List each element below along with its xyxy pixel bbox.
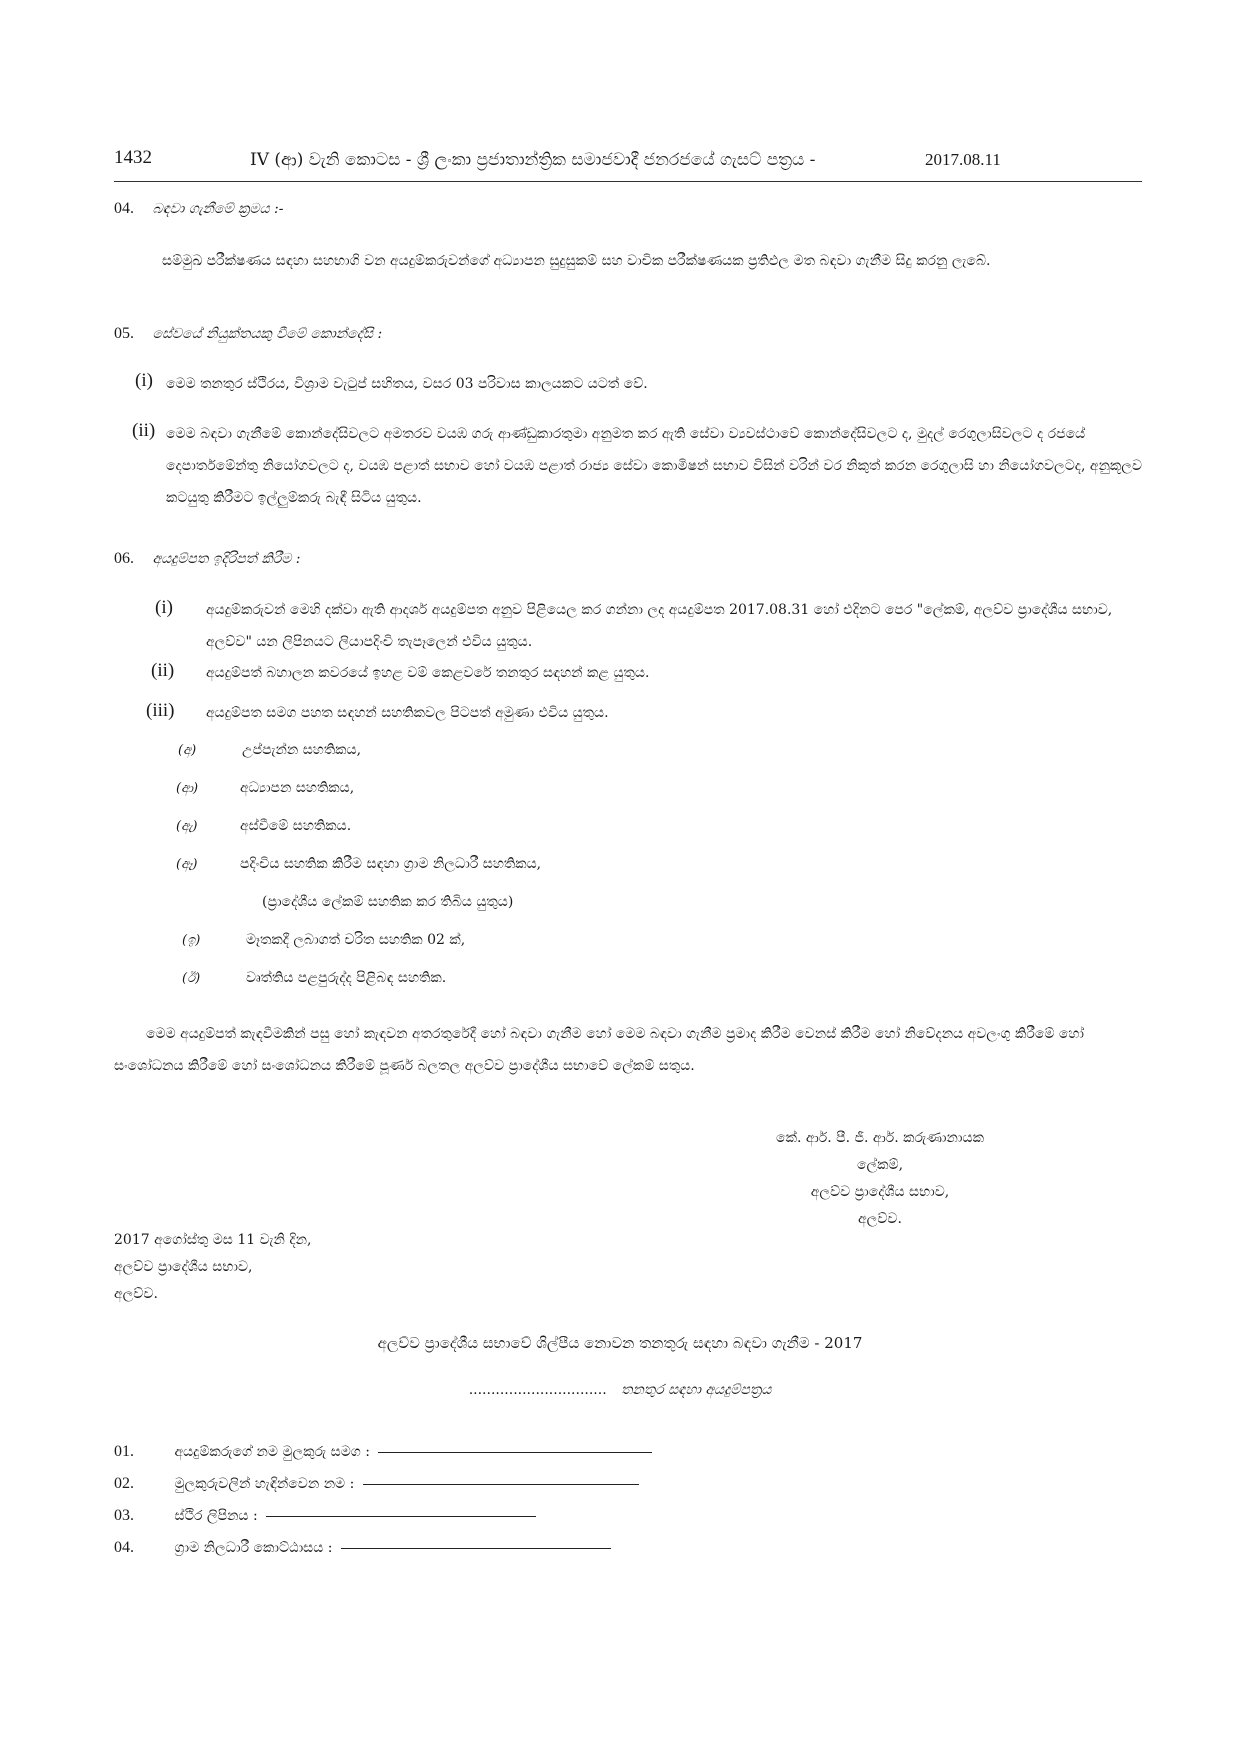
form-field-number: 02. (114, 1475, 134, 1492)
attachment-text: වෘත්තිය පළපුරුද්ද පිළිබඳ සහතික. (246, 970, 447, 986)
form-title: අලව්ව ප්‍රාදේශීය සභාවේ ශිල්පීය නොවන තනතුරු සඳහා බඳවා ගැනීම - 2017 (377, 1334, 863, 1352)
form-subtitle (0, 1382, 1240, 1398)
closing-paragraph: මෙම අයදුම්පත් කැඳවීමකින් පසු හෝ කැඳවන අතරතුරේදී හෝ බඳවා ගැනීම හෝ මෙම බඳවා ගැනීම ප්‍රමාද කිරීම වෙනස් කිරීම හෝ නිවේදනය අවලංගු කිරීමේ හෝ සංශෝධනය කිරීමේ හෝ සංශෝධනය කිරීමේ පූර්ණ බලතල අලව්ව ප්‍රාදේශීය සභාවේ ලේකම් සතුය. (114, 1026, 1085, 1074)
signature-place: අලව්ව. (858, 1211, 902, 1227)
attachment-item (176, 856, 541, 872)
section-06-item-2-number: (ii) (151, 660, 175, 681)
form-field-label: ස්ථිර ලිපිනය : (174, 1508, 258, 1524)
section-05-title: සේවයේ නියුක්තයකු වීමේ කොන්දේසි : (152, 326, 383, 342)
gazette-title: IV (ආ) වැනි කොටස - ශ්‍රී ලංකා ප්‍රජාතාන්ත්‍රික සමාජවාදී ජනරජයේ ගැසට් පත්‍රය - (250, 150, 816, 170)
form-field-number: 03. (114, 1507, 134, 1524)
attachment-item (176, 780, 354, 796)
section-04-body: සම්මුඛ පරීක්ෂණය සඳහා සහභාගි වන අයදුම්කරුවන්ගේ අධ්‍යාපන සුදුසුකම් සහ වාචික පරීක්ෂණයක ප්‍රතිඵල මත බඳවා ගැනීම සිදු කරනු ලැබේ. (162, 253, 991, 269)
attachment-text: පදිංචිය සහතික කිරීම සඳහා ග්‍රාම නිලධාරී සහතිකය, (240, 856, 542, 872)
signature-role: ලේකම්, (856, 1157, 904, 1173)
form-field-label: මුලකුරුවලින් හැඳින්වෙන නම : (174, 1476, 355, 1492)
form-subtitle-blank: ............................... (468, 1382, 607, 1398)
attachment-note: (ප්‍රාදේශීය ලේකම් සහතික කර තිබිය යුතුය) (262, 894, 514, 910)
form-field-input-line[interactable] (363, 1483, 639, 1485)
form-field-label: ග්‍රාම නිලධාරී කොට්ඨාසය : (174, 1540, 333, 1556)
header-divider (114, 181, 1142, 182)
page-number: 1432 (114, 147, 152, 168)
signature-office: අලව්ව ප්‍රාදේශීය සභාව, (810, 1184, 950, 1200)
section-05-heading (114, 325, 382, 343)
attachment-label: (ඉ) (182, 933, 201, 948)
section-05-item-2-number: (ii) (132, 420, 156, 441)
attachment-label: (ඊ) (182, 971, 201, 986)
form-subtitle-text: තනතුර සඳහා අයදුම්පත්‍රය (621, 1382, 772, 1398)
attachment-text: මෑතකදී ලබාගත් චරිත සහතික 02 ක්, (246, 932, 466, 948)
form-field-number: 04. (114, 1539, 134, 1556)
section-04-number: 04. (114, 200, 134, 217)
attachment-text: අස්වීමේ සහතිකය. (240, 818, 352, 834)
section-06-item-1-number: (i) (155, 597, 173, 618)
gazette-date: 2017.08.11 (925, 150, 1001, 169)
section-06-heading (114, 550, 301, 568)
section-06-item-1-text: අයදුම්කරුවන් මෙහි දක්වා ඇති ආදර්ශ අයදුම්පත අනුව පිළියෙල කර ගන්නා ලද අයදුම්පත 2017.08.31 හෝ එදිනට පෙර "ලේකම්, අලව්ව ප්‍රාදේශීය සභාව, අලව්ව" යන ලිපිනයට ලියාපදිංචි තැපෑලෙන් එවිය යුතුය. (206, 602, 1113, 650)
dateline-date: 2017 අගෝස්තු මස 11 වැනි දින, (114, 1232, 312, 1248)
form-field-input-line[interactable] (266, 1515, 536, 1517)
attachment-label: (අ) (178, 743, 197, 758)
form-field-row (114, 1507, 536, 1525)
dateline-office: අලව්ව ප්‍රාදේශීය සභාව, (114, 1259, 253, 1275)
form-field-label: අයදුම්කරුගේ නම මුලකුරු සමග : (174, 1444, 370, 1460)
section-06-item-2-text: අයදුම්පත් බහාලන කවරයේ ඉහළ වම් කෙළවරේ තනතුර සඳහන් කළ යුතුය. (206, 665, 650, 681)
form-field-input-line[interactable] (378, 1451, 652, 1453)
section-05-item-1-number: (i) (135, 370, 153, 391)
attachment-item (176, 818, 351, 834)
section-06-item-3-text: අයදුම්පත සමග පහත සඳහන් සහතිකවල පිටපත් අමුණා එවිය යුතුය. (206, 705, 609, 721)
section-06-title: අයදුම්පත ඉදිරිපත් කිරීම : (152, 551, 301, 567)
form-field-row (114, 1539, 611, 1557)
form-field-input-line[interactable] (341, 1547, 611, 1549)
section-04-heading (114, 200, 283, 218)
section-05-number: 05. (114, 325, 134, 342)
form-field-row (114, 1475, 639, 1493)
signature-name: කේ. ආර්. පී. ජී. ආර්. කරුණානායක (776, 1130, 984, 1146)
attachment-label: (ඇ) (176, 819, 198, 834)
dateline-place: අලව්ව. (114, 1286, 158, 1302)
section-06-item-3-number: (iii) (146, 700, 175, 721)
attachment-item (182, 970, 446, 986)
section-05-item-1-text: මෙම තනතුර ස්ථිරය, විශ්‍රාම වැටුප් සහිතය, වසර 03 පරිවාස කාලයකට යටත් වේ. (166, 376, 648, 392)
attachment-label: (ඈ) (176, 857, 198, 872)
form-field-row (114, 1443, 652, 1461)
attachment-text: අධ්‍යාපන සහතිකය, (240, 780, 355, 796)
attachment-item (182, 932, 465, 948)
form-field-number: 01. (114, 1443, 134, 1460)
section-05-item-2-text: මෙම බඳවා ගැනීමේ කොන්දේසිවලට අමතරව වයඹ ගරු ආණ්ඩුකාරතුමා අනුමත කර ඇති සේවා ව්‍යවස්ථාවේ කොන්දේසිවලට ද, මුදල් රෙගුලාසිවලට ද රජයේ දෙපාර්තමේන්තු නියෝගවලට ද, වයඹ පළාත් සභාව හෝ වයඹ පළාත් රාජ්‍ය සේවා කොමිෂන් සභාව විසින් වරින් වර නිකුත් කරන රෙගුලාසි හා නියෝගවලටද, අනුකූලව කටයුතු කිරීමට ඉල්ලුම්කරු බැඳී සිටිය යුතුය. (166, 426, 1143, 506)
attachment-text: උප්පැන්න සහතිකය, (242, 742, 362, 758)
attachment-label: (ආ) (176, 781, 199, 796)
attachment-item (178, 742, 361, 758)
section-04-title: බඳවා ගැනීමේ ක්‍රමය :- (152, 201, 284, 217)
section-06-number: 06. (114, 550, 134, 567)
